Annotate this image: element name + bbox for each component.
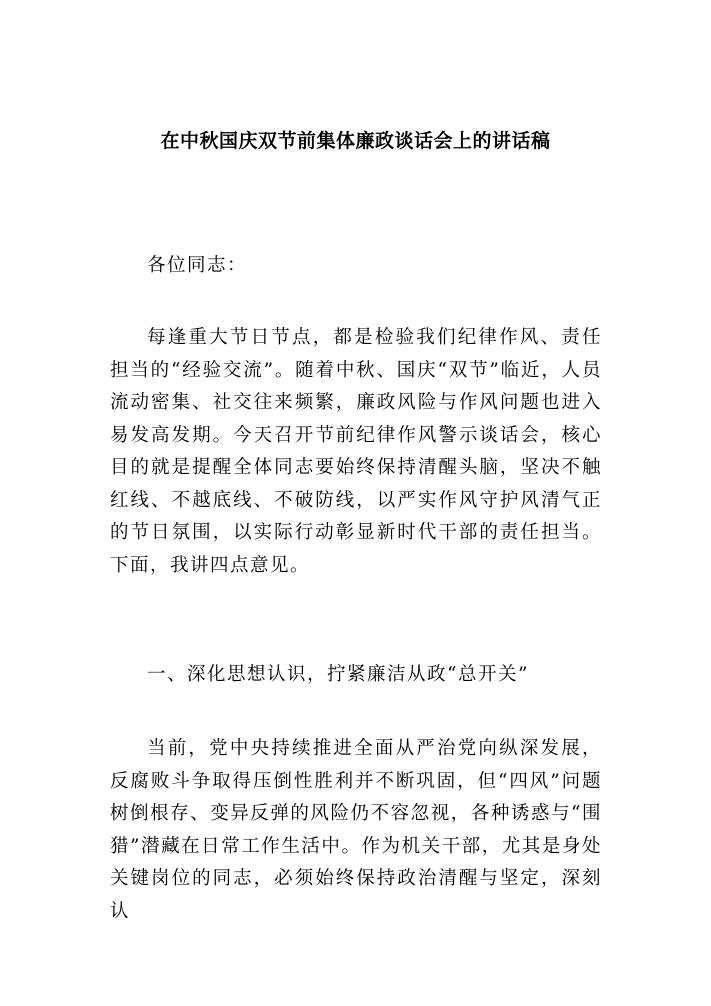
paragraph-intro: 每逢重大节日节点，都是检验我们纪律作风、责任担当的“经验交流”。随着中秋、国庆“双节”临近，人员流动密集、社交往来频繁，廉政风险与作风问题也进入易发高发期。今天召开节前纪律作风警示谈话会，核心目的就是提醒全体同志要始终保持清醒头脑，坚决不触红线、不越底线、不破防线，以严实作风守护风清气正的节日氛围，以实际行动彰显新时代干部的责任担当。下面，我讲四点意见。 bbox=[110, 327, 602, 576]
salutation: 各位同志： bbox=[147, 255, 248, 276]
document-title: 在中秋国庆双节前集体廉政谈话会上的讲话稿 bbox=[160, 130, 551, 152]
section-heading-1: 一、深化思想认识，拧紧廉洁从政“总开关” bbox=[147, 664, 529, 685]
paragraph-section-1: 当前，党中央持续推进全面从严治党向纵深发展，反腐败斗争取得压倒性胜利并不断巩固，但“四风”问题树倒根存、变异反弹的风险仍不容忽视，各种诱惑与“围猎”潜藏在日常工作生活中。作为机关干部，尤其是身处关键岗位的同志，必须始终保持政治清醒与坚定，深刻认 bbox=[110, 738, 602, 922]
